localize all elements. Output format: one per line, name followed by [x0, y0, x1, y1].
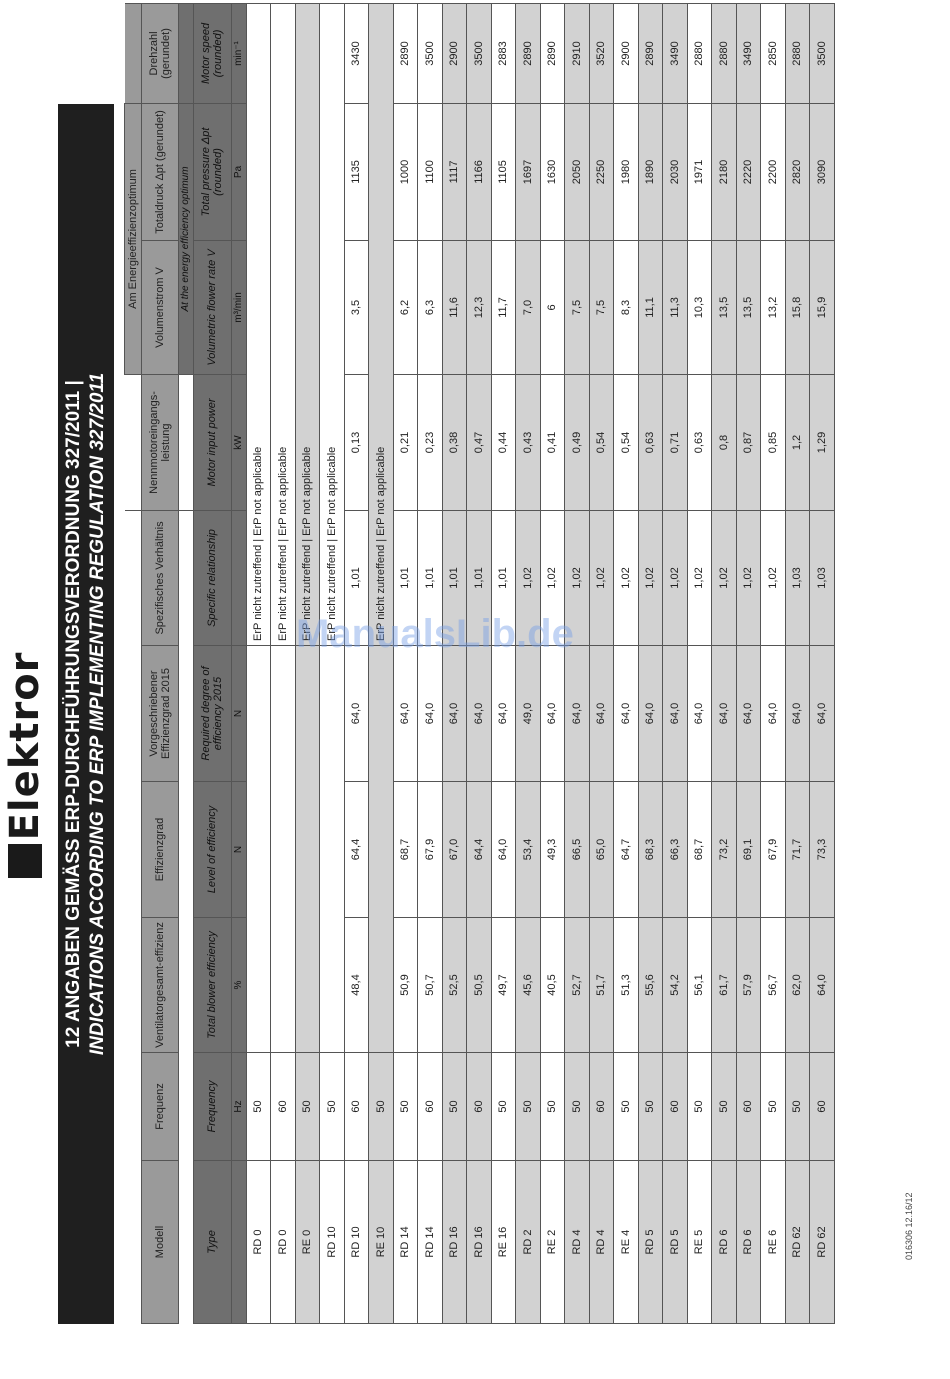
- table-row: [320, 3, 345, 1323]
- cell-power: 1,2: [785, 374, 810, 510]
- cell-level: 64,7: [614, 782, 639, 918]
- cell-power: 0,47: [467, 374, 492, 510]
- cell-pressure: 3090: [810, 103, 835, 240]
- cell-level: 67,0: [442, 782, 467, 918]
- cell-flow: 6,2: [393, 240, 418, 374]
- cell-eff: 57,9: [736, 918, 761, 1053]
- cell-speed: 2880: [712, 3, 737, 103]
- cell-flow: 7,0: [516, 240, 541, 374]
- cell-spec: 1,03: [785, 510, 810, 645]
- cell-not-applicable: ErP nicht zutreffend | ErP not applicable: [246, 3, 271, 645]
- cell-speed: 2910: [565, 3, 590, 103]
- cell-pressure: 2250: [589, 103, 614, 240]
- cell-spec: 1,02: [540, 510, 565, 645]
- table-row: [589, 3, 614, 1323]
- cell-frequency: 50: [565, 1053, 590, 1161]
- cell-frequency: 50: [712, 1053, 737, 1161]
- cell-pressure: 1117: [442, 103, 467, 240]
- cell-model: RE 4: [614, 1161, 639, 1324]
- cell-flow: 13,5: [712, 240, 737, 374]
- cell-eff: 51,3: [614, 918, 639, 1053]
- cell-power: 0,21: [393, 374, 418, 510]
- cell-req: 64,0: [736, 646, 761, 782]
- cell-req: 64,0: [785, 646, 810, 782]
- table-row: [516, 3, 541, 1323]
- cell-speed: 3490: [736, 3, 761, 103]
- cell-req: 64,0: [565, 646, 590, 782]
- logo-square-icon: [8, 844, 42, 878]
- cell-pressure: 1890: [638, 103, 663, 240]
- cell-speed: 2880: [785, 3, 810, 103]
- table-row: [491, 3, 516, 1323]
- cell-flow: 15,8: [785, 240, 810, 374]
- cell-speed: 3490: [663, 3, 688, 103]
- cell-spec: 1,02: [614, 510, 639, 645]
- cell-spec: 1,02: [712, 510, 737, 645]
- cell-power: 0,44: [491, 374, 516, 510]
- cell-frequency: 60: [271, 1053, 296, 1161]
- cell-req: 64,0: [393, 646, 418, 782]
- cell-pressure: 2030: [663, 103, 688, 240]
- cell-eff: 56,7: [761, 918, 786, 1053]
- cell-eff: 48,4: [344, 918, 369, 1053]
- cell-req: 64,0: [418, 646, 443, 782]
- cell-req: 64,0: [344, 646, 369, 782]
- cell-not-applicable: ErP nicht zutreffend | ErP not applicable: [369, 3, 394, 645]
- cell-req: 64,0: [663, 646, 688, 782]
- cell-frequency: 50: [540, 1053, 565, 1161]
- cell-speed: 2883: [491, 3, 516, 103]
- title-english: INDICATIONS ACCORDING TO ERP IMPLEMENTING REGULATION 327/2011: [87, 372, 108, 1056]
- cell-power: 0,13: [344, 374, 369, 510]
- cell-eff: 62,0: [785, 918, 810, 1053]
- table-row: [638, 3, 663, 1323]
- cell-spec: 1,02: [736, 510, 761, 645]
- group-label-de: Am Energieeffizienzoptimum: [125, 103, 142, 374]
- table-row: [369, 3, 394, 1323]
- cell-flow: 15,9: [810, 240, 835, 374]
- cell-model: RD 5: [638, 1161, 663, 1324]
- cell-spec: 1,03: [810, 510, 835, 645]
- cell-eff: 50,5: [467, 918, 492, 1053]
- cell-speed: 2890: [540, 3, 565, 103]
- cell-model: RE 0: [295, 1161, 320, 1324]
- cell-model: RD 4: [589, 1161, 614, 1324]
- cell-spec: 1,01: [418, 510, 443, 645]
- erp-table-container: [124, 22, 855, 1324]
- cell-model: RD 62: [810, 1161, 835, 1324]
- cell-model: RD 16: [442, 1161, 467, 1324]
- table-row: [810, 3, 835, 1323]
- cell-eff: 52,7: [565, 918, 590, 1053]
- cell-frequency: 60: [344, 1053, 369, 1161]
- table-row: [785, 3, 810, 1323]
- cell-pressure: 2200: [761, 103, 786, 240]
- cell-frequency: 60: [663, 1053, 688, 1161]
- cell-model: RE 16: [491, 1161, 516, 1324]
- table-row: [687, 3, 712, 1323]
- cell-power: 0,38: [442, 374, 467, 510]
- cell-frequency: 50: [491, 1053, 516, 1161]
- cell-eff: 50,7: [418, 918, 443, 1053]
- cell-level: 66,3: [663, 782, 688, 918]
- cell-level: 68,7: [687, 782, 712, 918]
- cell-spec: 1,02: [565, 510, 590, 645]
- cell-flow: 3,5: [344, 240, 369, 374]
- title-german: 12 ANGABEN GEMÄSS ERP-DURCHFÜHRUNGSVERORDNUNG 327/2011 |: [63, 380, 84, 1048]
- cell-flow: 8,3: [614, 240, 639, 374]
- cell-eff: 52,5: [442, 918, 467, 1053]
- cell-eff: 64,0: [810, 918, 835, 1053]
- cell-eff: 50,9: [393, 918, 418, 1053]
- table-row: [467, 3, 492, 1323]
- title-bar: [58, 104, 114, 1324]
- cell-frequency: 50: [638, 1053, 663, 1161]
- header-row-de: Modell Frequenz Ventilatorgesamt-effizienz Effizienzgrad Vorgeschriebener Effizienzgrad 2015 Spezifisches Verhältnis Nennmotoreingangs-leistung Volumenstrom V Totaldruck Δpt (gerundet) Drehzahl (gerundet): [141, 3, 178, 1323]
- cell-spec: 1,02: [638, 510, 663, 645]
- cell-model: RD 4: [565, 1161, 590, 1324]
- table-row: [540, 3, 565, 1323]
- cell-req: 64,0: [712, 646, 737, 782]
- table-row: [344, 3, 369, 1323]
- cell-pressure: 2220: [736, 103, 761, 240]
- cell-flow: 12,3: [467, 240, 492, 374]
- cell-model: RD 0: [271, 1161, 296, 1324]
- table-row: [295, 3, 320, 1323]
- group-label-en: At the energy efficiency optimum: [178, 103, 193, 374]
- cell-eff: 54,2: [663, 918, 688, 1053]
- cell-model: RD 10: [344, 1161, 369, 1324]
- cell-pressure: 2820: [785, 103, 810, 240]
- cell-power: 0,71: [663, 374, 688, 510]
- cell-model: RD 5: [663, 1161, 688, 1324]
- cell-pressure: 1697: [516, 103, 541, 240]
- cell-model: RD 10: [320, 1161, 345, 1324]
- group-label-en-row: [178, 3, 193, 1323]
- cell-spec: 1,01: [344, 510, 369, 645]
- cell-blank: [369, 646, 394, 1053]
- erp-table: [124, 3, 835, 1324]
- table-row: [736, 3, 761, 1323]
- cell-speed: 3500: [467, 3, 492, 103]
- cell-blank: [320, 646, 345, 1053]
- table-row: [761, 3, 786, 1323]
- cell-power: 0,63: [687, 374, 712, 510]
- cell-speed: 2890: [638, 3, 663, 103]
- cell-pressure: 2180: [712, 103, 737, 240]
- cell-frequency: 50: [442, 1053, 467, 1161]
- cell-not-applicable: ErP nicht zutreffend | ErP not applicable: [320, 3, 345, 645]
- cell-eff: 45,6: [516, 918, 541, 1053]
- cell-flow: 6,3: [418, 240, 443, 374]
- cell-frequency: 50: [393, 1053, 418, 1161]
- table-row: [614, 3, 639, 1323]
- cell-level: 64,4: [467, 782, 492, 918]
- cell-speed: 2900: [614, 3, 639, 103]
- table-row: [565, 3, 590, 1323]
- cell-req: 64,0: [589, 646, 614, 782]
- cell-level: 67,9: [418, 782, 443, 918]
- cell-pressure: 1980: [614, 103, 639, 240]
- cell-level: 68,7: [393, 782, 418, 918]
- cell-level: 64,4: [344, 782, 369, 918]
- cell-model: RD 14: [393, 1161, 418, 1324]
- cell-req: 64,0: [761, 646, 786, 782]
- cell-power: 0,54: [589, 374, 614, 510]
- cell-level: 71,7: [785, 782, 810, 918]
- cell-eff: 51,7: [589, 918, 614, 1053]
- cell-req: 64,0: [467, 646, 492, 782]
- cell-flow: 7,5: [565, 240, 590, 374]
- cell-spec: 1,01: [442, 510, 467, 645]
- cell-power: 1,29: [810, 374, 835, 510]
- cell-pressure: 1100: [418, 103, 443, 240]
- cell-frequency: 50: [369, 1053, 394, 1161]
- cell-level: 73,3: [810, 782, 835, 918]
- cell-pressure: 1135: [344, 103, 369, 240]
- cell-power: 0,8: [712, 374, 737, 510]
- cell-flow: 6: [540, 240, 565, 374]
- cell-level: 68,3: [638, 782, 663, 918]
- cell-frequency: 50: [320, 1053, 345, 1161]
- cell-model: RD 2: [516, 1161, 541, 1324]
- cell-spec: 1,02: [516, 510, 541, 645]
- cell-req: 64,0: [540, 646, 565, 782]
- cell-not-applicable: ErP nicht zutreffend | ErP not applicable: [271, 3, 296, 645]
- cell-power: 0,43: [516, 374, 541, 510]
- cell-speed: 3500: [810, 3, 835, 103]
- cell-frequency: 50: [687, 1053, 712, 1161]
- cell-flow: 11,6: [442, 240, 467, 374]
- cell-frequency: 50: [295, 1053, 320, 1161]
- cell-speed: 3430: [344, 3, 369, 103]
- cell-req: 64,0: [638, 646, 663, 782]
- cell-model: RD 6: [712, 1161, 737, 1324]
- cell-model: RE 2: [540, 1161, 565, 1324]
- cell-flow: 13,2: [761, 240, 786, 374]
- cell-power: 0,63: [638, 374, 663, 510]
- cell-power: 0,85: [761, 374, 786, 510]
- cell-spec: 1,02: [761, 510, 786, 645]
- table-row: [663, 3, 688, 1323]
- cell-pressure: 1630: [540, 103, 565, 240]
- cell-model: RD 0: [246, 1161, 271, 1324]
- cell-spec: 1,02: [687, 510, 712, 645]
- cell-not-applicable: ErP nicht zutreffend | ErP not applicable: [295, 3, 320, 645]
- cell-pressure: 1166: [467, 103, 492, 240]
- cell-speed: 2900: [442, 3, 467, 103]
- cell-level: 53,4: [516, 782, 541, 918]
- cell-flow: 11,7: [491, 240, 516, 374]
- table-row: [393, 3, 418, 1323]
- cell-speed: 3520: [589, 3, 614, 103]
- cell-req: 64,0: [687, 646, 712, 782]
- cell-pressure: 1971: [687, 103, 712, 240]
- cell-frequency: 50: [246, 1053, 271, 1161]
- cell-req: 64,0: [491, 646, 516, 782]
- cell-frequency: 60: [589, 1053, 614, 1161]
- cell-flow: 11,3: [663, 240, 688, 374]
- cell-frequency: 50: [614, 1053, 639, 1161]
- table-row: [418, 3, 443, 1323]
- cell-power: 0,87: [736, 374, 761, 510]
- cell-speed: 2880: [687, 3, 712, 103]
- watermark: ManualsLib.de: [296, 612, 574, 656]
- cell-power: 0,41: [540, 374, 565, 510]
- cell-eff: 49,7: [491, 918, 516, 1053]
- group-header-row: [125, 3, 142, 1323]
- cell-model: RE 6: [761, 1161, 786, 1324]
- cell-power: 0,49: [565, 374, 590, 510]
- cell-model: RD 14: [418, 1161, 443, 1324]
- cell-power: 0,23: [418, 374, 443, 510]
- cell-pressure: 1105: [491, 103, 516, 240]
- cell-speed: 2890: [516, 3, 541, 103]
- cell-speed: 2850: [761, 3, 786, 103]
- cell-speed: 3500: [418, 3, 443, 103]
- cell-spec: 1,01: [467, 510, 492, 645]
- header-row-en: Type Frequency Total blower efficiency Level of efficiency Required degree of efficiency 2015 Specific relationship Motor input power Volumetric flower rate V Total pressure Δpt (rounded) Motor speed (rounded): [193, 3, 231, 1323]
- table-row: [712, 3, 737, 1323]
- brand-logo: [2, 651, 48, 880]
- cell-req: 64,0: [810, 646, 835, 782]
- table-row: [246, 3, 271, 1323]
- cell-frequency: 50: [785, 1053, 810, 1161]
- cell-model: RE 5: [687, 1161, 712, 1324]
- cell-frequency: 50: [761, 1053, 786, 1161]
- cell-level: 64,0: [491, 782, 516, 918]
- cell-spec: 1,01: [393, 510, 418, 645]
- cell-pressure: 1000: [393, 103, 418, 240]
- cell-model: RD 6: [736, 1161, 761, 1324]
- cell-pressure: 2050: [565, 103, 590, 240]
- cell-speed: 2890: [393, 3, 418, 103]
- cell-eff: 55,6: [638, 918, 663, 1053]
- cell-frequency: 60: [736, 1053, 761, 1161]
- cell-eff: 40,5: [540, 918, 565, 1053]
- cell-spec: 1,02: [589, 510, 614, 645]
- cell-req: 64,0: [614, 646, 639, 782]
- cell-blank: [295, 646, 320, 1053]
- cell-level: 69,1: [736, 782, 761, 918]
- cell-model: RD 62: [785, 1161, 810, 1324]
- cell-power: 0,54: [614, 374, 639, 510]
- cell-flow: 7,5: [589, 240, 614, 374]
- cell-frequency: 60: [467, 1053, 492, 1161]
- cell-spec: 1,02: [663, 510, 688, 645]
- cell-flow: 13,5: [736, 240, 761, 374]
- cell-frequency: 60: [810, 1053, 835, 1161]
- cell-blank: [246, 646, 271, 1053]
- cell-level: 66,5: [565, 782, 590, 918]
- units-row: Hz % N N kW m³/min Pa min⁻¹: [231, 3, 246, 1323]
- brand-name: Elektror: [2, 651, 48, 841]
- cell-level: 49,3: [540, 782, 565, 918]
- cell-frequency: 60: [418, 1053, 443, 1161]
- table-row: [271, 3, 296, 1323]
- cell-flow: 11,1: [638, 240, 663, 374]
- cell-level: 73,2: [712, 782, 737, 918]
- cell-req: 64,0: [442, 646, 467, 782]
- cell-req: 49,0: [516, 646, 541, 782]
- cell-flow: 10,3: [687, 240, 712, 374]
- cell-level: 67,9: [761, 782, 786, 918]
- cell-model: RE 10: [369, 1161, 394, 1324]
- cell-eff: 56,1: [687, 918, 712, 1053]
- cell-model: RD 16: [467, 1161, 492, 1324]
- cell-frequency: 50: [516, 1053, 541, 1161]
- cell-eff: 61,7: [712, 918, 737, 1053]
- cell-blank: [271, 646, 296, 1053]
- table-row: [442, 3, 467, 1323]
- document-code: 016306 12.16/12: [904, 1192, 914, 1260]
- cell-spec: 1,01: [491, 510, 516, 645]
- cell-level: 65,0: [589, 782, 614, 918]
